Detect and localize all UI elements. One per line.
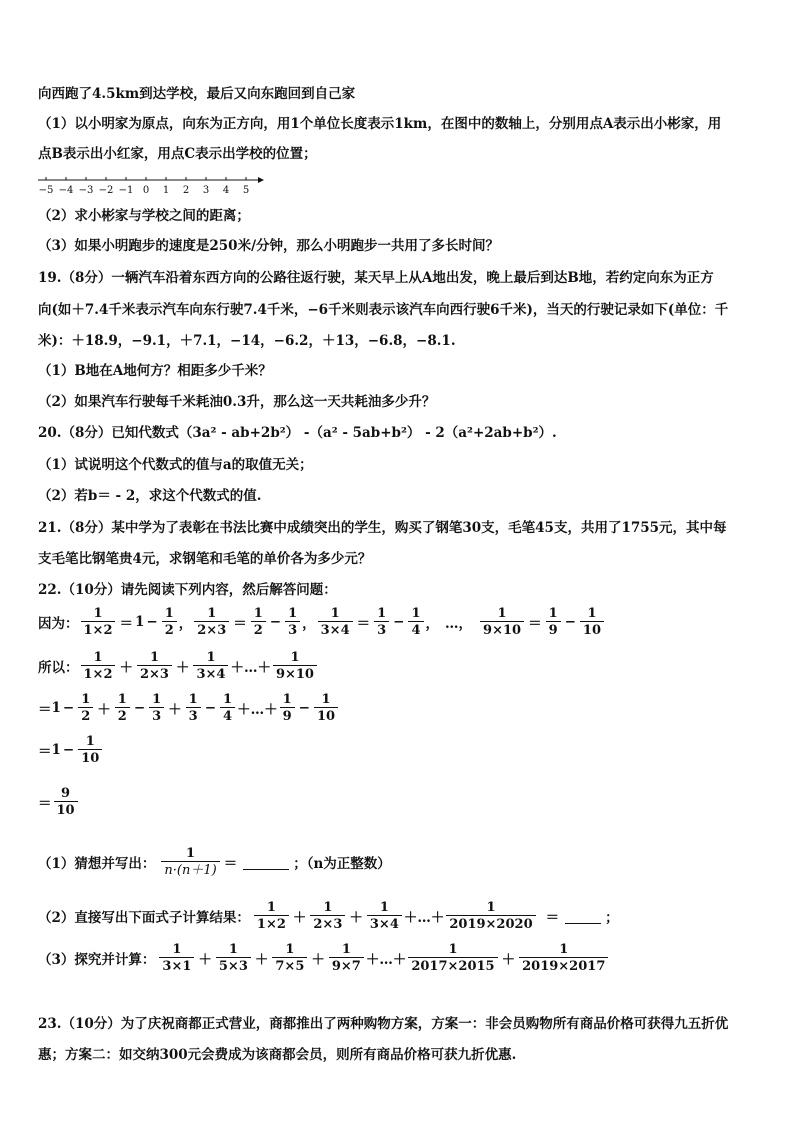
- q20-part2: （2）若b＝ - 2，求这个代数式的值.: [38, 488, 262, 504]
- fraction: $\frac{1}{3}$: [285, 606, 300, 638]
- number-line-label: −3: [78, 185, 94, 196]
- fraction: $\frac{1}{1\times 2}$: [81, 606, 116, 638]
- q20-part1: （1）试说明这个代数式的值与a的取值无关；: [38, 457, 313, 473]
- fraction: $\frac{1}{9}$: [546, 606, 561, 638]
- number-line-label: −2: [98, 185, 114, 196]
- fraction: $\frac{1}{2\times 3}$: [310, 900, 345, 932]
- q19-line3: 米)：＋18.9，−9.1，＋7.1，−14，−6.2，＋13，−6.8，−8.1.: [38, 333, 456, 349]
- fraction: $\frac{1}{9\times 7}$: [329, 942, 364, 974]
- fraction: $\frac{1}{2}$: [115, 692, 130, 724]
- number-line-label: 5: [242, 185, 250, 196]
- fraction: $\frac{1}{2019\times 2020}$: [446, 900, 535, 932]
- fraction: $\frac{1}{3\times 1}$: [159, 942, 194, 974]
- q23-line1: 23.（10分）为了庆祝商都正式营业，商都推出了两种购物方案，方案一：非会员购物所有商品价格可获得九五折优: [38, 1016, 729, 1032]
- fraction: $\frac{1}{9\times 10}$: [480, 606, 524, 638]
- fraction: $\frac{1}{2\times 3}$: [137, 650, 172, 682]
- fraction: $\frac{1}{2017\times 2015}$: [408, 942, 497, 974]
- answer-blank[interactable]: [565, 909, 601, 924]
- q19-line1: 19.（8分）一辆汽车沿着东西方向的公路往返行驶，某天早上从A地出发，晚上最后到达B地，若约定向东为正方: [38, 270, 714, 286]
- q22-step3: ＝ $\frac{9}{10}$: [38, 786, 80, 818]
- fraction: $\frac{1}{3\times 4}$: [367, 900, 402, 932]
- fraction: $\frac{1}{4}$: [220, 692, 235, 724]
- q22-line1: 22.（10分）请先阅读下列内容，然后解答问题：: [38, 582, 337, 598]
- q18-part2: （2）求小彬家与学校之间的距离；: [38, 208, 250, 224]
- number-line: [36, 172, 266, 198]
- number-line-label: −1: [118, 185, 134, 196]
- fraction: $\frac{1}{7\times 5}$: [272, 942, 307, 974]
- q19-part2: （2）如果汽车行驶每千米耗油0.3升，那么这一天共耗油多少升？: [38, 394, 436, 410]
- q23-line2: 惠；方案二：如交纳300元会费成为该商都会员，则所有商品价格可获九折优惠.: [38, 1047, 517, 1063]
- so-label: 所以：: [38, 660, 79, 676]
- number-line-label: 0: [142, 185, 150, 196]
- fraction: $\frac{1}{10}$: [314, 692, 338, 724]
- fraction: $\frac{1}{5\times 3}$: [216, 942, 251, 974]
- number-line-label: 1: [162, 185, 170, 196]
- fraction: $\frac{1}{2}$: [251, 606, 266, 638]
- fraction: $\frac{1}{10}$: [580, 606, 604, 638]
- q21-line1: 21.（8分）某中学为了表彰在书法比赛中成绩突出的学生，购买了钢笔30支，毛笔45支，共用了1755元，其中每: [38, 520, 727, 536]
- q18-part3: （3）如果小明跑步的速度是250米/分钟，那么小明跑步一共用了多长时间？: [38, 238, 500, 254]
- fraction: $\frac{1}{3}$: [149, 692, 164, 724]
- number-line-label: 4: [222, 185, 230, 196]
- fraction: $\frac{1}{2019\times 2017}$: [519, 942, 608, 974]
- number-line-label: −4: [58, 185, 74, 196]
- q18-part1-line2: 点B表示出小红家，用点C表示出学校的位置；: [38, 146, 317, 162]
- fraction: $\frac{1}{1\times 2}$: [254, 900, 289, 932]
- q22-part1: （1）猜想并写出： $\frac{1}{n\cdot(n+1)}$ ＝ ；（n为正整数）: [38, 846, 391, 878]
- q18-part1-line1: （1）以小明家为原点，向东为正方向，用1个单位长度表示1km，在图中的数轴上，分别用点A表示出小彬家，用: [38, 116, 722, 132]
- fraction: $\frac{1}{n\cdot(n+1)}$: [161, 846, 219, 878]
- fraction: $\frac{1}{2\times 3}$: [194, 606, 229, 638]
- q22-step2: ＝ 1 − $\frac{1}{10}$: [38, 734, 104, 766]
- q22-step1: ＝ 1 − $\frac{1}{2}$ ＋ $\frac{1}{2}$ − $\frac{1}{3}$ ＋ $\frac{1}{3}$ − $\frac{1}{4}$ ＋…＋ $\frac{1}{9}$ − $\frac{1}{10}$: [38, 692, 340, 724]
- fraction: $\frac{1}{3\times 4}$: [318, 606, 353, 638]
- q22-part3: （3）探究并计算： $\frac{1}{3\times 1}$ ＋ $\frac{1}{5\times 3}$ ＋ $\frac{1}{7\times 5}$ ＋ $\frac{1}{9\times 7}$ ＋…＋ $\frac{1}{2017\times 2015}$ ＋ $\frac{1}{2019\times 2017}$: [38, 942, 610, 974]
- number-line-label: −5: [38, 185, 54, 196]
- q22-because-row: 因为： $\frac{1}{1\times 2}$ ＝ 1 − $\frac{1}{2}$ ， $\frac{1}{2\times 3}$ ＝ $\frac{1}{2}$ − $\frac{1}{3}$ ， $\frac{1}{3\times 4}$ ＝ $\frac{1}{3}$ − $\frac{1}{4}$ ， …， $\frac{1}{9\times 10}$ ＝ $\frac{1}{9}$ − $\frac{1}{10}$: [38, 606, 606, 638]
- q19-line2: 向(如＋7.4千米表示汽车向东行驶7.4千米，−6千米则表示该汽车向西行驶6千米)，当天的行驶记录如下(单位：千: [38, 302, 729, 318]
- q18-intro-tail: 向西跑了4.5km到达学校，最后又向东跑回到自己家: [38, 86, 356, 102]
- q20-line1: 20.（8分）已知代数式（3a² - ab+2b²） -（a² - 5ab+b²） - 2（a²+2ab+b²）.: [38, 425, 557, 441]
- number-line-label: 2: [182, 185, 190, 196]
- q21-line2: 支毛笔比钢笔贵4元，求钢笔和毛笔的单价各为多少元？: [38, 551, 372, 567]
- fraction: $\frac{1}{2}$: [78, 692, 93, 724]
- fraction: $\frac{1}{4}$: [408, 606, 423, 638]
- q22-part2: （2）直接写出下面式子计算结果： $\frac{1}{1\times 2}$ ＋ $\frac{1}{2\times 3}$ ＋ $\frac{1}{3\times 4}$ ＋…＋ $\frac{1}{2019\times 2020}$ ＝ ；: [38, 900, 619, 932]
- fraction: $\frac{1}{2}$: [162, 606, 177, 638]
- fraction: $\frac{1}{1\times 2}$: [81, 650, 116, 682]
- number-line-label: 3: [202, 185, 210, 196]
- fraction: $\frac{1}{10}$: [78, 734, 102, 766]
- fraction: $\frac{1}{9\times 10}$: [273, 650, 317, 682]
- because-label: 因为：: [38, 616, 79, 632]
- fraction: $\frac{9}{10}$: [54, 786, 78, 818]
- answer-blank[interactable]: [243, 855, 289, 870]
- q19-part1: （1）B地在A地何方？相距多少千米？: [38, 363, 272, 379]
- fraction: $\frac{1}{3}$: [186, 692, 201, 724]
- fraction: $\frac{1}{3}$: [374, 606, 389, 638]
- fraction: $\frac{1}{3\times 4}$: [193, 650, 228, 682]
- q22-so-row: 所以： $\frac{1}{1\times 2}$ ＋ $\frac{1}{2\times 3}$ ＋ $\frac{1}{3\times 4}$ ＋…＋ $\frac{1}{9\times 10}$: [38, 650, 319, 682]
- fraction: $\frac{1}{9}$: [280, 692, 295, 724]
